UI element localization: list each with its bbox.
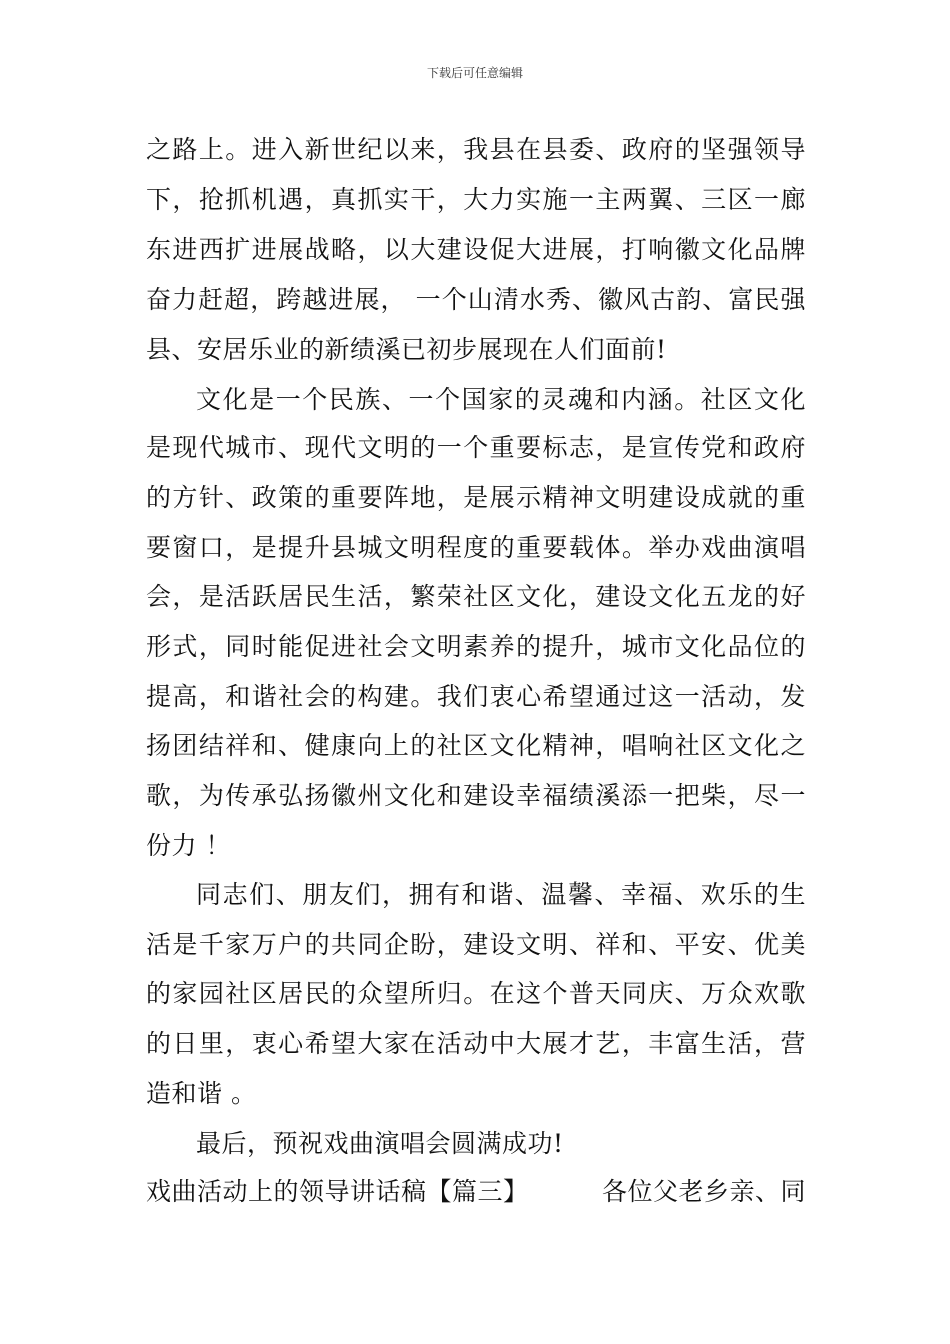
paragraph-line: 奋力赶超，跨越进展， 一个山清水秀、徽风古韵、富民强 (146, 285, 806, 314)
paragraph-line: 要窗口，是提升县城文明程度的重要载体。举办戏曲演唱 (146, 533, 806, 562)
paragraph-line: 份力 ！ (146, 831, 231, 860)
paragraph-line: 县、安居乐业的新绩溪已初步展现在人们面前! (146, 335, 667, 364)
section-continuation-text: 各位父老乡亲、同 (601, 1177, 806, 1206)
section-title: 戏曲活动上的领导讲话稿【篇三】 (146, 1177, 529, 1206)
paragraph-line: 之路上。进入新世纪以来，我县在县委、政府的坚强领导 (146, 135, 806, 164)
paragraph-line: 下，抢抓机遇，真抓实干，大力实施一主两翼、三区一廊 (146, 185, 806, 214)
paragraph-line: 形式，同时能促进社会文明素养的提升，城市文化品位的 (146, 632, 806, 661)
paragraph-line: 的家园社区居民的众望所归。在这个普天同庆、万众欢歌 (146, 979, 806, 1008)
paragraph-line: 提高，和谐社会的构建。我们衷心希望通过这一活动，发 (146, 682, 806, 711)
paragraph-line: 扬团结祥和、健康向上的社区文化精神，唱响社区文化之 (146, 731, 806, 760)
paragraph-line: 同志们、朋友们，拥有和谐、温馨、幸福、欢乐的生 (196, 880, 806, 909)
paragraph-line: 造和谐 。 (146, 1079, 257, 1108)
paragraph-line: 的方针、政策的重要阵地，是展示精神文明建设成就的重 (146, 483, 806, 512)
paragraph-line: 东进西扩进展战略，以大建设促大进展，打响徽文化品牌 (146, 235, 806, 264)
paragraph-line: 会，是活跃居民生活，繁荣社区文化，建设文化五龙的好 (146, 582, 806, 611)
paragraph-line: 文化是一个民族、一个国家的灵魂和内涵。社区文化 (196, 385, 806, 414)
paragraph-line: 是现代城市、现代文明的一个重要标志，是宣传党和政府 (146, 433, 806, 462)
paragraph-line: 最后，预祝戏曲演唱会圆满成功! (196, 1129, 564, 1158)
page-header: 下载后可任意编辑 (426, 66, 523, 80)
paragraph-line: 的日里，衷心希望大家在活动中大展才艺，丰富生活，营 (146, 1029, 806, 1058)
section-heading-line (146, 1172, 806, 1212)
paragraph-line: 活是千家万户的共同企盼，建设文明、祥和、平安、优美 (146, 930, 806, 959)
paragraph-line: 歌，为传承弘扬徽州文化和建设幸福绩溪添一把柴，尽一 (146, 781, 806, 810)
